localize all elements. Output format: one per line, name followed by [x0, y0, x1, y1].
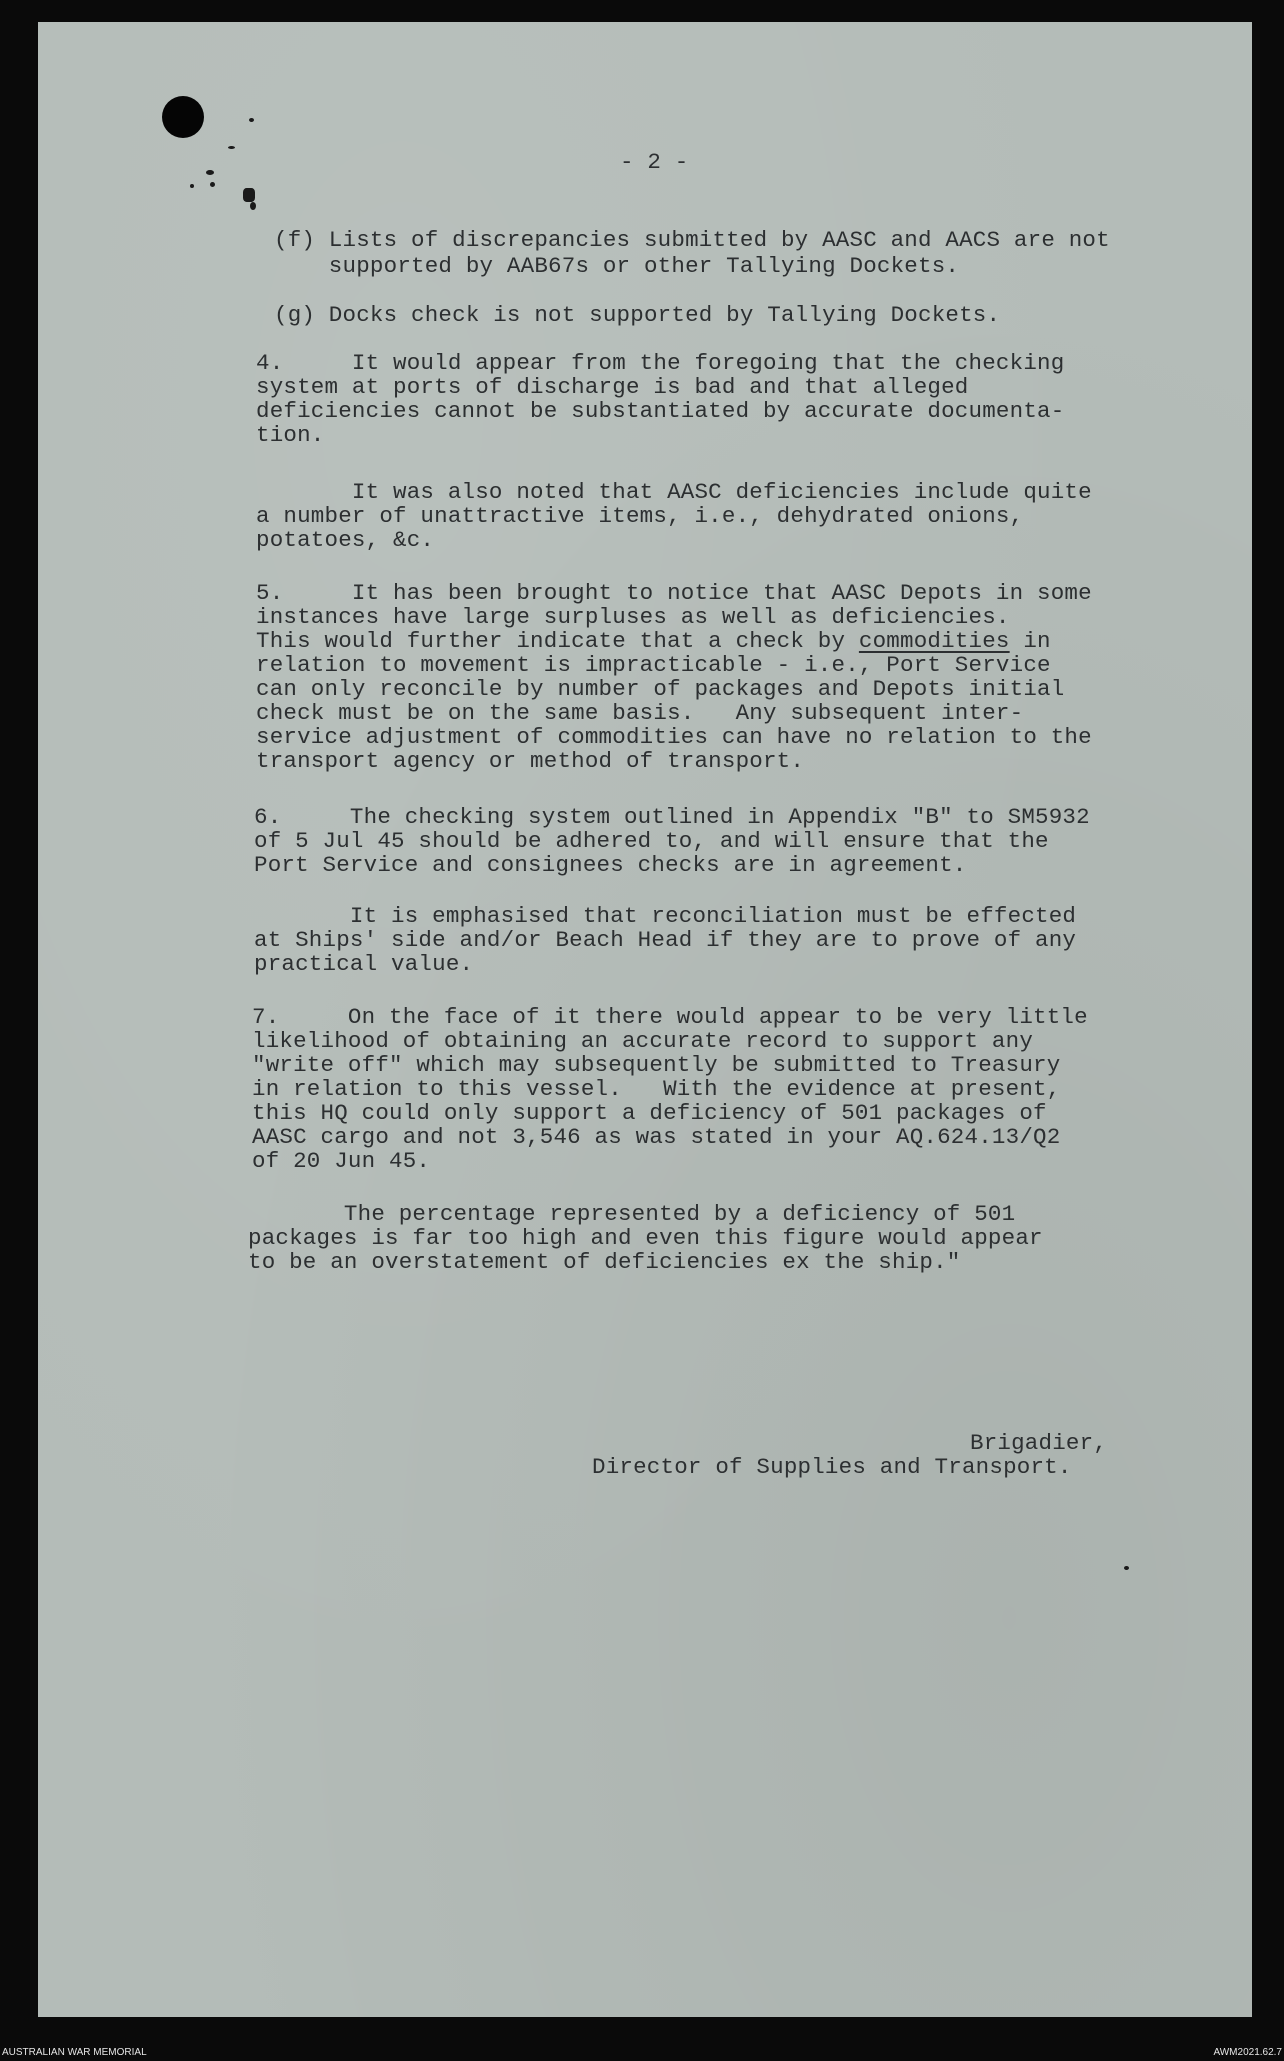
- ink-speck: [228, 146, 235, 149]
- para-6-line: of 5 Jul 45 should be adhered to, and will ensure that the: [254, 828, 1049, 854]
- para-7-line: in relation to this vessel. With the evidence at present,: [252, 1076, 1061, 1102]
- item-f-line1: (f) Lists of discrepancies submitted by AASC and AACS are not: [274, 227, 1110, 253]
- ink-speck: [210, 182, 215, 187]
- para-7b-line: The percentage represented by a deficiency of 501: [248, 1201, 1016, 1227]
- para-4-line: deficiencies cannot be substantiated by accurate documenta-: [256, 398, 1065, 424]
- para-7-line: this HQ could only support a deficiency of 501 packages of: [252, 1100, 1047, 1126]
- footer-archive-label: AUSTRALIAN WAR MEMORIAL: [2, 2047, 147, 2058]
- para-6-line: 6. The checking system outlined in Appendix "B" to SM5932: [254, 804, 1090, 830]
- para-7b-line: packages is far too high and even this figure would appear: [248, 1225, 1043, 1251]
- para-6b-line: It is emphasised that reconciliation must be effected: [254, 903, 1077, 929]
- page-number: - 2 -: [620, 149, 689, 175]
- ink-speck: [206, 170, 214, 175]
- ink-speck: [243, 188, 255, 202]
- para-5-line: 5. It has been brought to notice that AASC Depots in some: [256, 580, 1092, 606]
- signature-rank: Brigadier,: [970, 1430, 1108, 1456]
- ink-speck: [190, 184, 194, 188]
- para-6b-line: practical value.: [254, 951, 474, 977]
- para-5-line-3-start: This would further indicate that a check by: [256, 628, 859, 654]
- ink-speck: [1124, 1566, 1129, 1570]
- para-4-line: system at ports of discharge is bad and that alleged: [256, 374, 969, 400]
- para-4-line: 4. It would appear from the foregoing that the checking: [256, 350, 1065, 376]
- para-5-line-3-end: in: [1009, 628, 1051, 654]
- para-5-line: transport agency or method of transport.: [256, 748, 805, 774]
- signature-title: Director of Supplies and Transport.: [592, 1454, 1072, 1480]
- para-7-line: AASC cargo and not 3,546 as was stated in your AQ.624.13/Q2: [252, 1124, 1061, 1150]
- para-7-line: "write off" which may subsequently be submitted to Treasury: [252, 1052, 1061, 1078]
- para-7-line: of 20 Jun 45.: [252, 1148, 431, 1174]
- item-f-line2: supported by AAB67s or other Tallying Dockets.: [274, 253, 960, 279]
- para-4-line: tion.: [256, 422, 325, 448]
- para-5-line: relation to movement is impracticable - i.e., Port Service: [256, 652, 1051, 678]
- para-6-line: Port Service and consignees checks are in agreement.: [254, 852, 967, 878]
- para-5-line-3: [256, 629, 1051, 653]
- ink-speck: [249, 118, 254, 122]
- para-4b-line: It was also noted that AASC deficiencies include quite: [256, 479, 1092, 505]
- para-5-line: check must be on the same basis. Any subsequent inter-: [256, 700, 1024, 726]
- para-5-line: can only reconcile by number of packages and Depots initial: [256, 676, 1065, 702]
- para-4b-line: potatoes, &c.: [256, 527, 435, 553]
- para-6b-line: at Ships' side and/or Beach Head if they are to prove of any: [254, 927, 1077, 953]
- para-5-line: instances have large surpluses as well as deficiencies.: [256, 604, 1010, 630]
- para-4b-line: a number of unattractive items, i.e., dehydrated onions,: [256, 503, 1024, 529]
- underlined-commodities: commodities: [858, 628, 1010, 654]
- para-7-line: 7. On the face of it there would appear to be very little: [252, 1004, 1088, 1030]
- para-7-line: likelihood of obtaining an accurate record to support any: [252, 1028, 1034, 1054]
- para-7b-line: to be an overstatement of deficiencies ex the ship.": [248, 1249, 961, 1275]
- punch-hole: [162, 96, 204, 138]
- item-g: (g) Docks check is not supported by Tallying Dockets.: [274, 302, 1001, 328]
- para-5-line: service adjustment of commodities can have no relation to the: [256, 724, 1092, 750]
- footer-reference: AWM2021.62.7: [1213, 2047, 1282, 2058]
- ink-speck: [250, 202, 256, 210]
